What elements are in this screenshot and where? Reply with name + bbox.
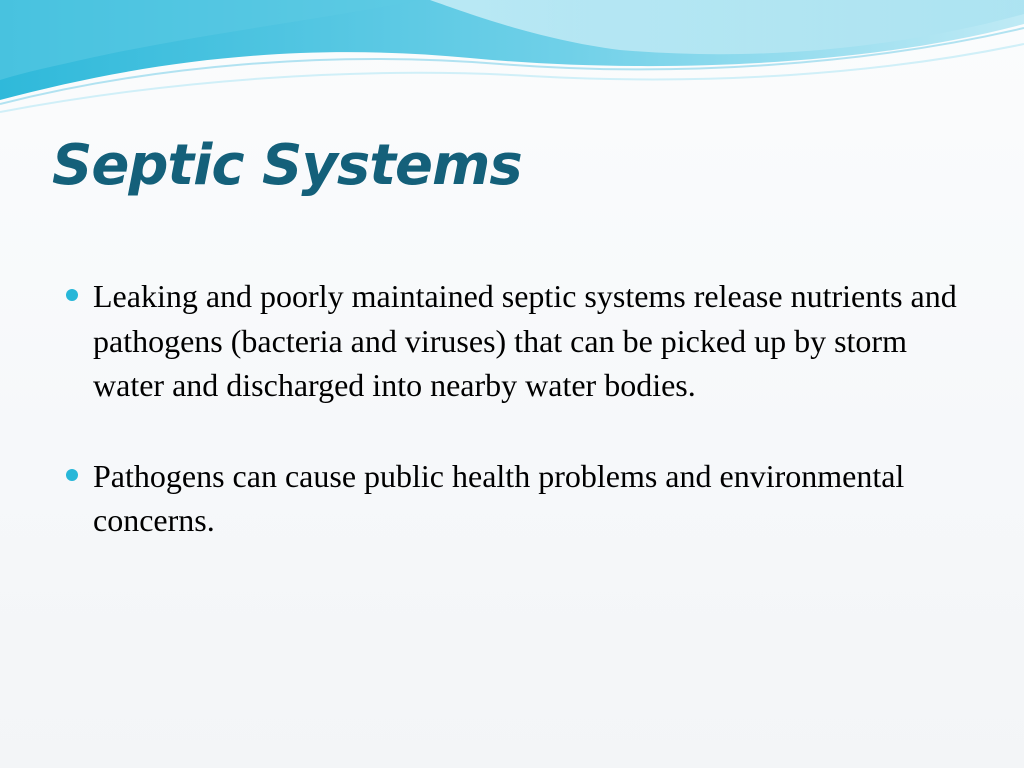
wave-header-decoration — [0, 0, 1024, 120]
bullet-text: Leaking and poorly maintained septic systems release nutrients and pathogens (bacteria and viruses) that can be picked up by storm water and discharged into nearby water bodies. — [93, 278, 957, 403]
slide-title: Septic Systems — [52, 133, 522, 198]
bullet-item — [64, 274, 964, 408]
bullet-dot-icon — [66, 469, 78, 481]
bullet-dot-icon — [66, 289, 78, 301]
bullet-list — [64, 274, 964, 543]
bullet-text: Pathogens can cause public health problems and environmental concerns. — [93, 457, 905, 538]
bullet-item — [64, 454, 964, 543]
